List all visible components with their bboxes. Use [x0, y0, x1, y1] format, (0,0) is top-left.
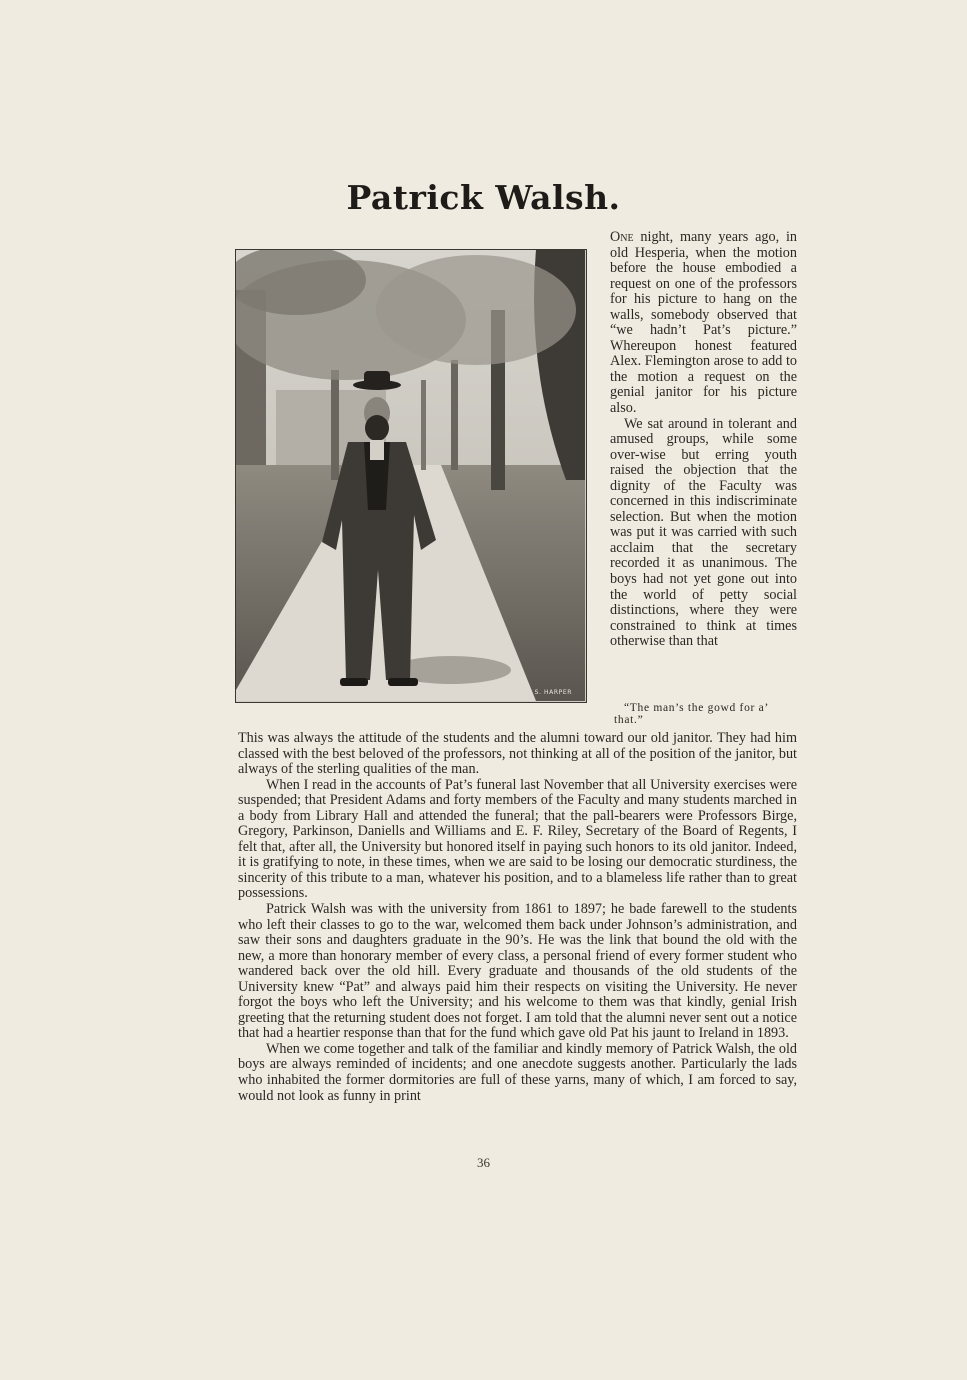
- portrait-photo: [235, 249, 587, 703]
- body-paragraph-3: Patrick Walsh was with the university from 1861 to 1897; he bade farewell to the students who left their classes to go to the war, welcomed them back under Johnson’s administration, and saw their sons and daughters graduate in the 90’s. He was the link that bound the old with the new, a more than honorary member of every class, a personal friend of every former student who wandered back over the old hill. Every graduate and thousands of the old students of the University knew “Pat” and always paid him their respects on visiting the University. He never forgot the boys who left the University; and his welcome to them was that kindly, genial Irish greeting that the returning student does not forget. I am told that the alumni never sent out a notice that had a heartier response than that for the fund which gave old Pat his jaunt to Ireland in 1893.: [238, 901, 797, 1042]
- body-paragraph-1: This was always the attitude of the students and the alumni toward our old janitor. They had him classed with the best beloved of the professors, not thinking at all of the position of the janitor, but always of the sterling qualities of the man.: [238, 730, 797, 778]
- side-paragraph-2: We sat around in tolerant and amused groups, while some over-wise but erring youth raised the objection that the dignity of the Faculty was concerned in this indiscriminate selection. But when the motion was put it was carried with such acclaim that the secretary recorded it as unanimous. The boys had not yet gone out into the world of petty social distinctions, where they were constrained to think at times otherwise than that: [610, 415, 797, 650]
- body-paragraph-4: When we come together and talk of the familiar and kindly memory of Patrick Walsh, the old boys are always reminded of incidents; and one anecdote suggests another. Particularly the lads who inhabited the former dormitories are full of these yarns, many of which, I am forced to say, would not look as funny in print: [238, 1040, 797, 1104]
- page-title: Patrick Walsh.: [346, 178, 621, 217]
- block-quote: “The man’s the gowd for a’ that.”: [614, 702, 769, 726]
- side-paragraph-1-text: night, many years ago, in old Hesperia, when the motion before the house embodied a request on one of the professors for his picture to hang on the walls, somebody observed that “we hadn’t Pat’s picture.” Whereupon honest featured Alex. Flemington arose to add to the motion a request on the genial janitor for his picture also.: [610, 229, 797, 417]
- side-column-text: [610, 230, 797, 650]
- side-paragraph-1: [610, 230, 797, 417]
- photo-credit: S. HARPER: [534, 689, 572, 696]
- page-number: 36: [477, 1155, 490, 1170]
- body-text: [238, 731, 797, 1104]
- portrait-image: [236, 250, 585, 701]
- drop-lead-word: One: [610, 229, 634, 245]
- body-paragraph-2: When I read in the accounts of Pat’s funeral last November that all University exercises were suspended; that President Adams and forty members of the Faculty and many students marched in a body from Library Hall and attended the funeral; that the pall-bearers were Professors Birge, Gregory, Parkinson, Daniells and Williams and E. F. Riley, Secretary of the Board of Regents, I felt that, after all, the University but honored itself in paying such honors to its old janitor. Indeed, it is gratifying to note, in these times, when we are said to be losing our democratic sturdiness, the sincerity of this tribute to a man, whatever his position, and to a blameless life rather than to great possessions.: [238, 776, 797, 902]
